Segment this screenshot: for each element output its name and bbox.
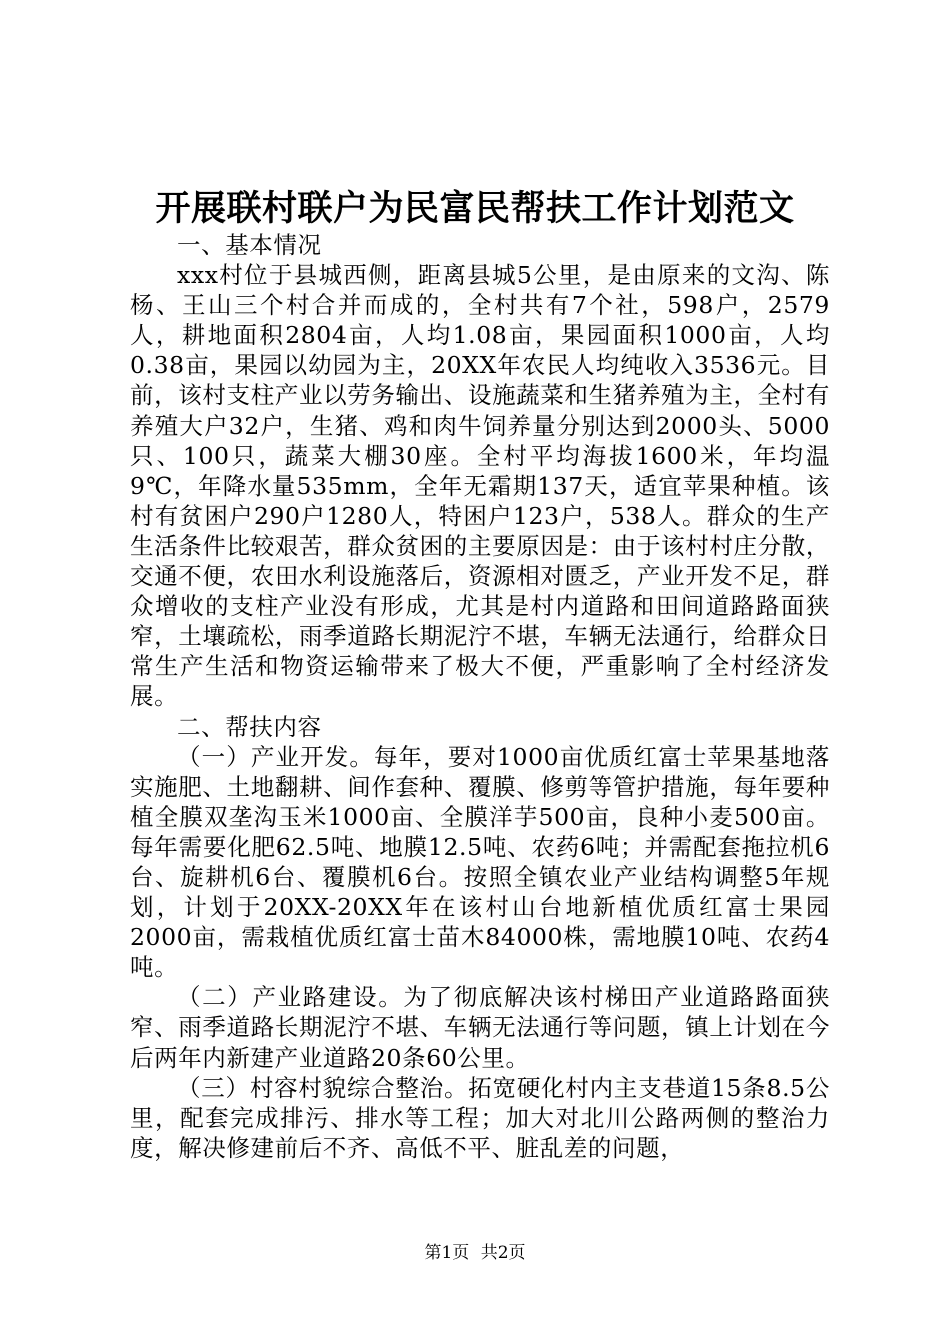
paragraph-basic-situation: xxx村位于县城西侧，距离县城5公里，是由原来的文沟、陈杨、王山三个村合并而成的，全村共有7个社，598户，2579人，耕地面积2804亩，人均1.08亩，果园面积1000亩，人均0.38亩，果园以幼园为主，20XX年农民人均纯收入3536元。目前，该村支柱产业以劳务输出、设施蔬菜和生猪养殖为主，全村有养殖大户32户，生猪、鸡和肉牛饲养量分别达到2000头、5000只、100只，蔬菜大棚30座。全村平均海拔1600米，年均温9℃，年降水量535mm，全年无霜期137天，适宜苹果种植。该村有贫困户290户1280人，特困户123户，538人。群众的生产生活条件比较艰苦，群众贫困的主要原因是：由于该村村庄分散，交通不便，农田水利设施落后，资源相对匮乏，产业开发不足，群众增收的支柱产业没有形成，尤其是村内道路和田间道路路面狭窄，土壤疏松，雨季道路长期泥泞不堪，车辆无法通行，给群众日常生产生活和物资运输带来了极大不便，严重影响了全村经济发展。 (130, 261, 830, 711)
document-body (130, 230, 830, 1163)
paragraph-industry-development: （一）产业开发。每年，要对1000亩优质红富士苹果基地落实施肥、土地翻耕、间作套种、覆膜、修剪等管护措施，每年要种植全膜双垄沟玉米1000亩、全膜洋芋500亩，良种小麦500亩。每年需要化肥62.5吨、地膜12.5吨、农药6吨；并需配套拖拉机6台、旋耕机6台、覆膜机6台。按照全镇农业产业结构调整5年规划，计划于20XX-20XX年在该村山台地新植优质红富士果园2000亩，需栽植优质红富士苗木84000株，需地膜10吨、农药4吨。 (130, 742, 830, 982)
section-heading-basic-situation: 一、基本情况 (177, 231, 322, 259)
paragraph-industry-road: （二）产业路建设。为了彻底解决该村梯田产业道路路面狭窄、雨季道路长期泥泞不堪、车辆无法通行等问题，镇上计划在今后两年内新建产业道路20条60公里。 (130, 983, 830, 1072)
page-footer: 第1页 共2页 (424, 1243, 526, 1263)
section-heading-assistance-content: 二、帮扶内容 (177, 712, 322, 741)
paragraph-village-renovation: （三）村容村貌综合整治。拓宽硬化村内主支巷道15条8.5公里，配套完成排污、排水等工程；加大对北川公路两侧的整治力度，解决修建前后不齐、高低不平、脏乱差的问题， (130, 1073, 830, 1162)
document-title: 开展联村联户为民富民帮扶工作计划范文 (155, 189, 795, 229)
